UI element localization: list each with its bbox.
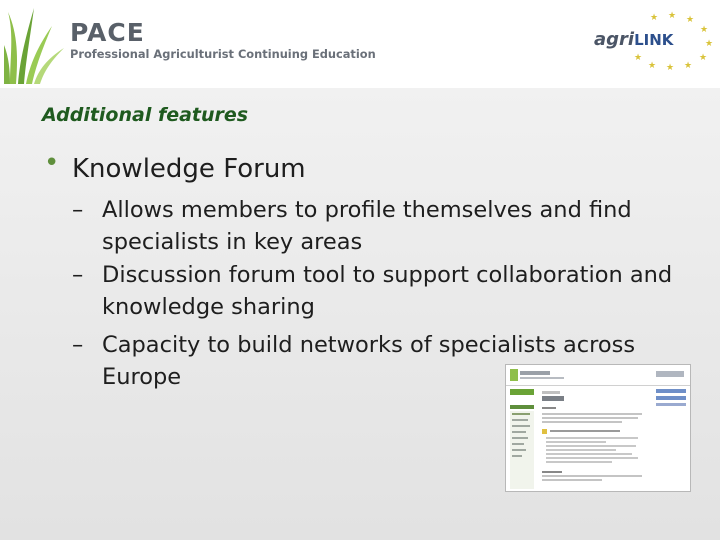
agrilink-logo (594, 29, 673, 50)
agrilink-logo-pre: agr (594, 29, 628, 50)
brand-subtitle: Professional Agriculturist Continuing Education (70, 47, 376, 61)
agrilink-logo-mid: i (627, 29, 635, 50)
header-banner (0, 0, 720, 88)
svg-text:★: ★ (634, 53, 643, 63)
sub-item-text: Discussion forum tool to support collaboration and knowledge sharing (102, 262, 673, 320)
grass-logo-icon (4, 4, 66, 84)
slide-title: Additional features (42, 104, 249, 126)
sub-item (72, 259, 682, 323)
svg-text:★: ★ (684, 61, 693, 71)
svg-text:★: ★ (668, 11, 677, 21)
sub-item-text: Allows members to profile themselves and find specialists in key areas (102, 197, 632, 255)
svg-text:★: ★ (700, 25, 709, 35)
dash-icon: – (72, 262, 84, 288)
svg-text:★: ★ (650, 13, 659, 23)
svg-text:★: ★ (666, 63, 675, 72)
svg-text:★: ★ (699, 53, 708, 63)
bullet-knowledge-forum: Knowledge Forum (72, 154, 306, 184)
forum-screenshot-image (506, 365, 690, 491)
dash-icon: – (72, 197, 84, 223)
brand-title: PACE (70, 18, 145, 47)
svg-text:★: ★ (686, 15, 695, 25)
agrilink-logo-post: LINK (634, 31, 674, 49)
bullet-dot-icon: • (44, 148, 60, 178)
svg-text:★: ★ (705, 39, 714, 49)
sub-item (72, 194, 682, 258)
sub-item-text: Capacity to build networks of specialists across Europe (102, 332, 636, 390)
dash-icon: – (72, 332, 84, 358)
svg-text:★: ★ (648, 61, 657, 71)
forum-screenshot-thumbnail (505, 364, 691, 492)
